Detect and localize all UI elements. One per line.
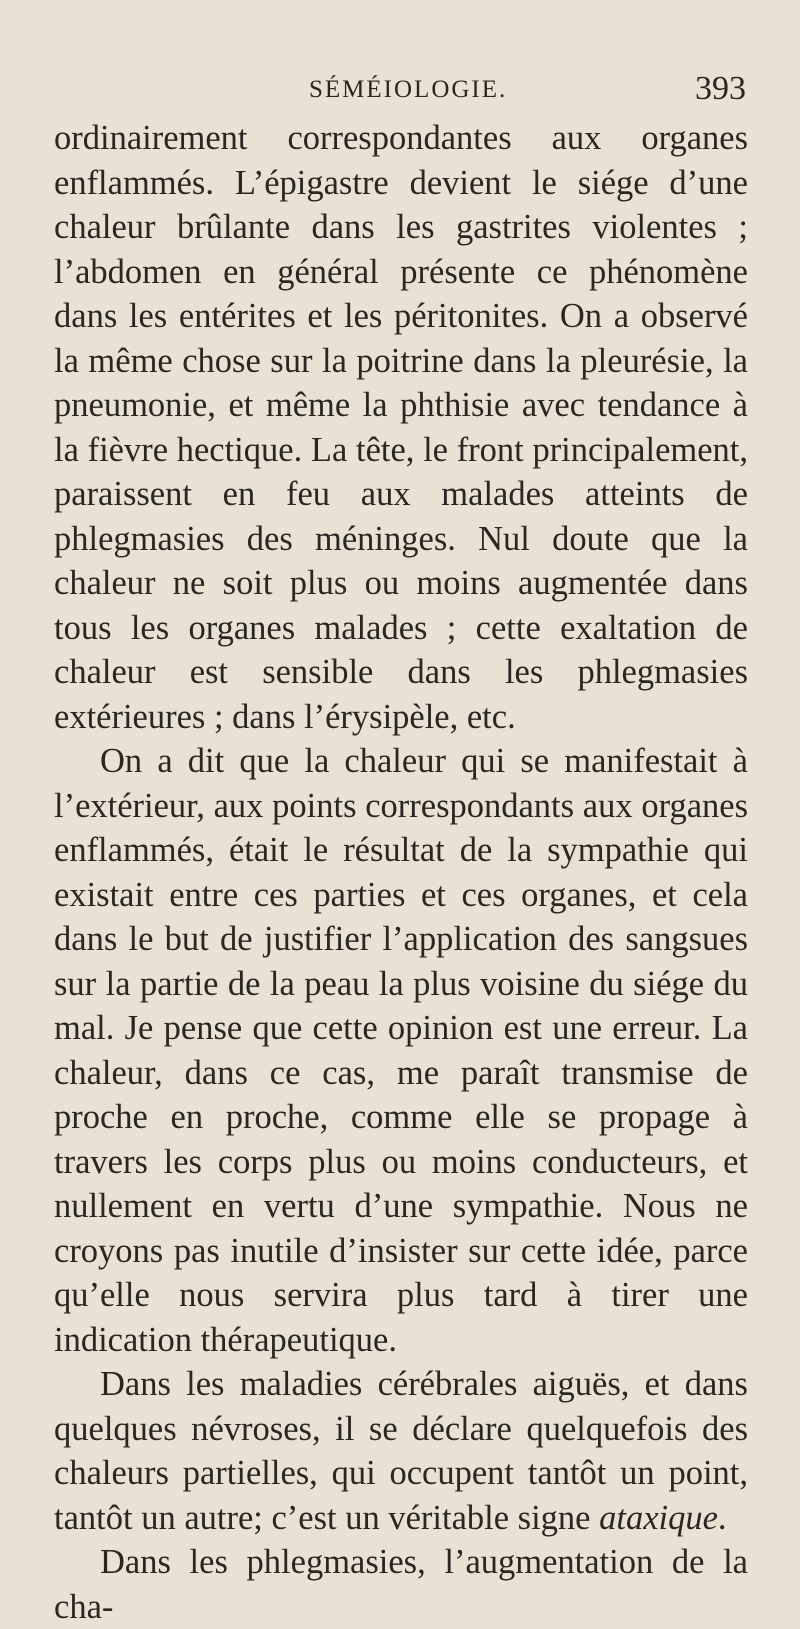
running-head bbox=[54, 62, 748, 110]
paragraph-continuation: ordinairement correspondantes aux organes enflammés. L’épigastre devient le siége d’une chaleur brûlante dans les gastrites violentes ; l’abdomen en général présente ce phénomène dans les entérites et les péritonites. On a observé la même chose sur la poitrine dans la pleurésie, la pneumonie, et même la phthisie avec tendance à la fièvre hectique. La tête, le front principalement, paraissent en feu aux malades atteints de phlegmasies des méninges. Nul doute que la chaleur ne soit plus ou moins augmentée dans tous les organes malades ; cette exaltation de chaleur est sensible dans les phlegmasies extérieures ; dans l’érysipèle, etc. bbox=[54, 119, 748, 736]
paragraph-cerebral-end: . bbox=[717, 1498, 727, 1537]
paragraph-phlegmasies: Dans les phlegmasies, l’augmentation de la cha- bbox=[54, 1543, 748, 1626]
page-number: 393 bbox=[695, 70, 746, 107]
body-text bbox=[54, 116, 748, 1629]
paragraph-sympathy: On a dit que la chaleur qui se manifestait à l’extérieur, aux points correspondants aux organes enflammés, était le résultat de la sympathie qui existait entre ces parties et ces organes, et cela dans le but de justifier l’application des sangsues sur la partie de la peau la plus voisine du siége du mal. Je pense que cette opinion est une erreur. La chaleur, dans ce cas, me paraît transmise de proche en proche, comme elle se propage à travers les corps plus ou moins conducteurs, et nullement en vertu d’une sympathie. Nous ne croyons pas inutile d’insister sur cette idée, parce qu’elle nous servira plus tard à tirer une indication thérapeutique. bbox=[54, 742, 748, 1359]
running-title: SÉMÉIOLOGIE. bbox=[309, 76, 508, 103]
emphasis-ataxique: ataxique bbox=[599, 1498, 718, 1537]
paragraph-cerebral bbox=[54, 1362, 748, 1540]
paragraph-cerebral-text: Dans les maladies cérébrales aiguës, et dans quelques névroses, il se déclare quelquefois des chaleurs partielles, qui occupent tantôt un point, tantôt un autre; c’est un véritable signe bbox=[54, 1365, 748, 1537]
